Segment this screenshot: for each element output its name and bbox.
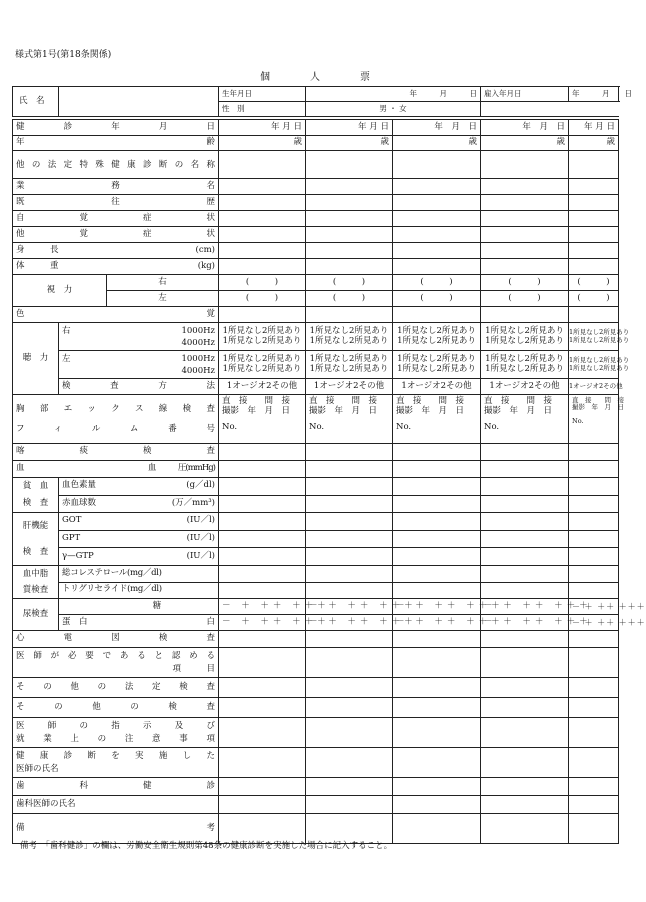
name-label: 氏 名 (13, 87, 59, 117)
age-5[interactable]: 歳 (569, 136, 619, 151)
subjective-symptoms-label: 自 覚 症 状 (13, 211, 219, 227)
vision-label: 視 力 (13, 275, 107, 307)
name-field[interactable] (59, 87, 219, 117)
age-label: 年 齢 (13, 136, 219, 151)
exam-date-4[interactable]: 年 月 日 (481, 120, 569, 136)
liver-label: 肝機能 検 査 (13, 513, 59, 566)
urine-label: 尿検査 (13, 599, 59, 631)
exam-date-1[interactable]: 年 月 日 (219, 120, 306, 136)
objective-symptoms-label: 他 覚 症 状 (13, 227, 219, 243)
job-label: 業 務 名 (13, 179, 219, 195)
dentist-name-label: 歯科医師の氏名 (13, 796, 219, 814)
form-number: 様式第1号(第18条関係) (15, 50, 112, 60)
dental-label: 歯 科 健 診 (13, 778, 219, 796)
doctor-name-label: 健康診断を実施した 医師の氏名 (13, 748, 219, 778)
exam-date-3[interactable]: 年 月 日 (393, 120, 481, 136)
other-legal-label: その他の法定検査 (13, 678, 219, 698)
hearing-label: 聴 力 (13, 323, 59, 395)
other-exam-label: その他の検査 (13, 698, 219, 718)
blood-pressure-label: 血 血 圧(mmHg) (13, 461, 219, 478)
ecg-label: 心 電 図 検 査 (13, 631, 219, 648)
personal-record-form: 氏 名 生年月日 年 月 日 雇入年月日 年 月 日 性 別 男 ・ 女 健 診 年 月 日 年 月 日 年 月 日 年 月 日 年 月 日 年 月 日 年 齢 歳 歳 歳 歳 歳 他の法定特殊健康診断の名称 業 務 名 既 往 歴 自 覚 症 状 他 覚 症 状 身 長 (cm) 体 重 (kg) 視 力 右 ( ) ( ) ( ) ( ) ( ) 左 ( ) ( ) ( ) ( ) ( ) 色 覚 聴 力 右 1000Hz 4000Hz 1所見なし2所見あり 1所見なし2所見あり 1所見なし2所見あり 1所見なし2所見あり 1所見なし2所見あり 1所見なし2所見あり 1所見なし2所見あり 1所見なし2所見あり 1所見なし2所見あり 1所見なし2所見あり 左 1000Hz 4000Hz 1所見なし2所見あり 1所見なし2所見あり 1所見なし2所見あり 1所見なし2所見あり 1所見なし2所見あり 1所見なし2所見あり 1所見なし2所見あり 1所見なし2所見あり 1所見なし2所見あり 1所見なし2所見あり 検 査 方 法 1オージオ2その他 1オージオ2その他 1オージオ2その他 1オージオ2その他 1オージオ2その他 胸部エックス線検査 フィルム番号 直 接 間 接 撮影 年 月 日 No. 直 接 間 接 撮影 年 月 日 No. 直 接 間 接 撮影 年 月 日 No. 直 接 間 接 撮影 年 月 日 No. 直 接 間 接 撮影 年 月 日 No. 喀 痰 検 査 血 血 圧(mmHg) 貧 血 検 査 血色素量 (g／dl) 赤血球数 (万／mm³) 肝機能 検 査 GOT (IU／l) GPT (IU／l) γ—GTP (IU／l) 血中脂 質検査 総コレステロール(mg／dl) トリグリセライド(mg／dl) 尿検査 糖 － ＋ ＋＋ ＋＋＋ － ＋ ＋＋ ＋＋＋ － ＋ ＋＋ ＋＋＋ － ＋ ＋＋ ＋＋＋ － ＋ ＋＋ ＋＋＋ 蛋 白 白 － ＋ ＋＋ ＋＋＋ － ＋ ＋＋ ＋＋＋ － ＋ ＋＋ ＋＋＋ － ＋ ＋＋ ＋＋＋ － ＋ ＋＋ ＋＋＋ 心 電 図 検 査 医師が必要であると認める 項 目 その他の法定検査 その他の検査 医 師 の 指 示 及 び 就 業 上 の 注 意 事 項 健康診断を実施した 医師の氏名 歯 科 健 診 歯科医師の氏名 備 考 (12, 86, 619, 844)
birth-field[interactable]: 年 月 日 (306, 87, 481, 102)
xray-label: 胸部エックス線検査 フィルム番号 (13, 395, 219, 444)
color-vision-label: 色 覚 (13, 307, 219, 323)
exam-date-5[interactable]: 年 月 日 (569, 120, 619, 136)
footnote: 備考 「歯科健診」の欄は、労働安全衛生規則第48条の健康診断を実施した場合に記入すること。 (20, 841, 393, 851)
anemia-label: 貧 血 検 査 (13, 478, 59, 513)
page-title: 個 人 票 (260, 72, 370, 83)
age-2[interactable]: 歳 (306, 136, 393, 151)
lipid-label: 血中脂 質検査 (13, 566, 59, 599)
age-1[interactable]: 歳 (219, 136, 306, 151)
remarks-label: 備 考 (13, 814, 219, 844)
sputum-label: 喀 痰 検 査 (13, 444, 219, 461)
method-label: 検 査 方 法 (59, 379, 219, 395)
hire-field[interactable]: 年 月 日 (569, 87, 619, 102)
weight-label: 体 重 (kg) (13, 259, 219, 275)
hearing-left: 左 1000Hz 4000Hz (59, 351, 219, 379)
vision-left-label: 左 (107, 291, 219, 307)
sex-label: 性 別 (219, 102, 306, 117)
height-label: 身 長 (cm) (13, 243, 219, 259)
exam-date-2[interactable]: 年 月 日 (306, 120, 393, 136)
vision-right-label: 右 (107, 275, 219, 291)
doctor-need-label: 医師が必要であると認める 項 目 (13, 648, 219, 678)
special-exam-label: 他の法定特殊健康診断の名称 (13, 151, 219, 179)
hearing-right: 右 1000Hz 4000Hz (59, 323, 219, 351)
history-label: 既 往 歴 (13, 195, 219, 211)
exam-date-label: 健 診 年 月 日 (13, 120, 219, 136)
age-4[interactable]: 歳 (481, 136, 569, 151)
sex-field[interactable]: 男 ・ 女 (306, 102, 481, 117)
age-3[interactable]: 歳 (393, 136, 481, 151)
instructions-label: 医 師 の 指 示 及 び 就 業 上 の 注 意 事 項 (13, 718, 219, 748)
birth-label: 生年月日 (219, 87, 306, 102)
hire-label: 雇入年月日 (481, 87, 569, 102)
